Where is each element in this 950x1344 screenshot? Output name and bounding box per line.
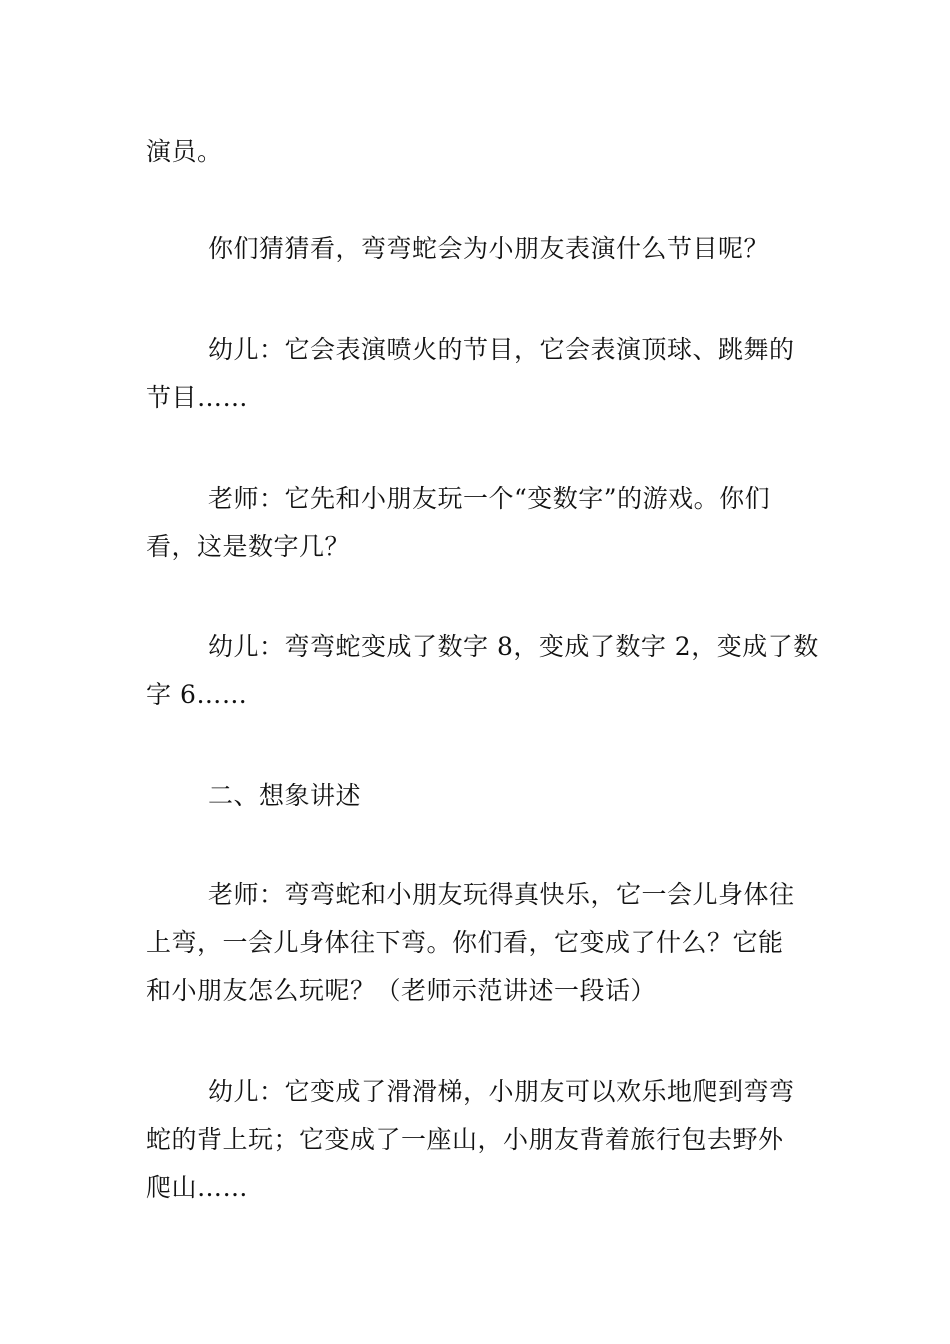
paragraph-5 <box>146 623 819 719</box>
paragraph-3 <box>146 326 808 422</box>
text-line: 节目…… <box>146 383 249 412</box>
text-line: 蛇的背上玩；它变成了一座山，小朋友背着旅行包去野外 <box>146 1125 784 1154</box>
text-line: 和小朋友怎么玩呢？（老师示范讲述一段话） <box>146 976 657 1005</box>
text-line: 演员。 <box>146 137 223 166</box>
text-line: 字 6…… <box>146 680 248 709</box>
text-line: 老师：它先和小朋友玩一个“变数字”的游戏。你们 <box>208 484 771 513</box>
paragraph-7 <box>146 871 808 1015</box>
paragraph-1 <box>146 128 808 176</box>
text-line: 幼儿：弯弯蛇变成了数字 8，变成了数字 2，变成了数 <box>208 632 819 661</box>
text-line: 你们猜猜看，弯弯蛇会为小朋友表演什么节目呢？ <box>208 234 770 263</box>
text-line: 老师：弯弯蛇和小朋友玩得真快乐，它一会儿身体往 <box>208 880 795 909</box>
text-line: 看，这是数字几？ <box>146 532 351 561</box>
section-heading <box>146 772 808 820</box>
text-line: 幼儿：它变成了滑滑梯，小朋友可以欢乐地爬到弯弯 <box>208 1077 795 1106</box>
text-line: 二、想象讲述 <box>208 781 362 810</box>
text-line: 上弯，一会儿身体往下弯。你们看，它变成了什么？它能 <box>146 928 784 957</box>
text-line: 爬山…… <box>146 1173 249 1202</box>
paragraph-2 <box>146 225 808 273</box>
text-line: 幼儿：它会表演喷火的节目，它会表演顶球、跳舞的 <box>208 335 795 364</box>
paragraph-8 <box>146 1068 808 1212</box>
paragraph-4 <box>146 475 808 571</box>
